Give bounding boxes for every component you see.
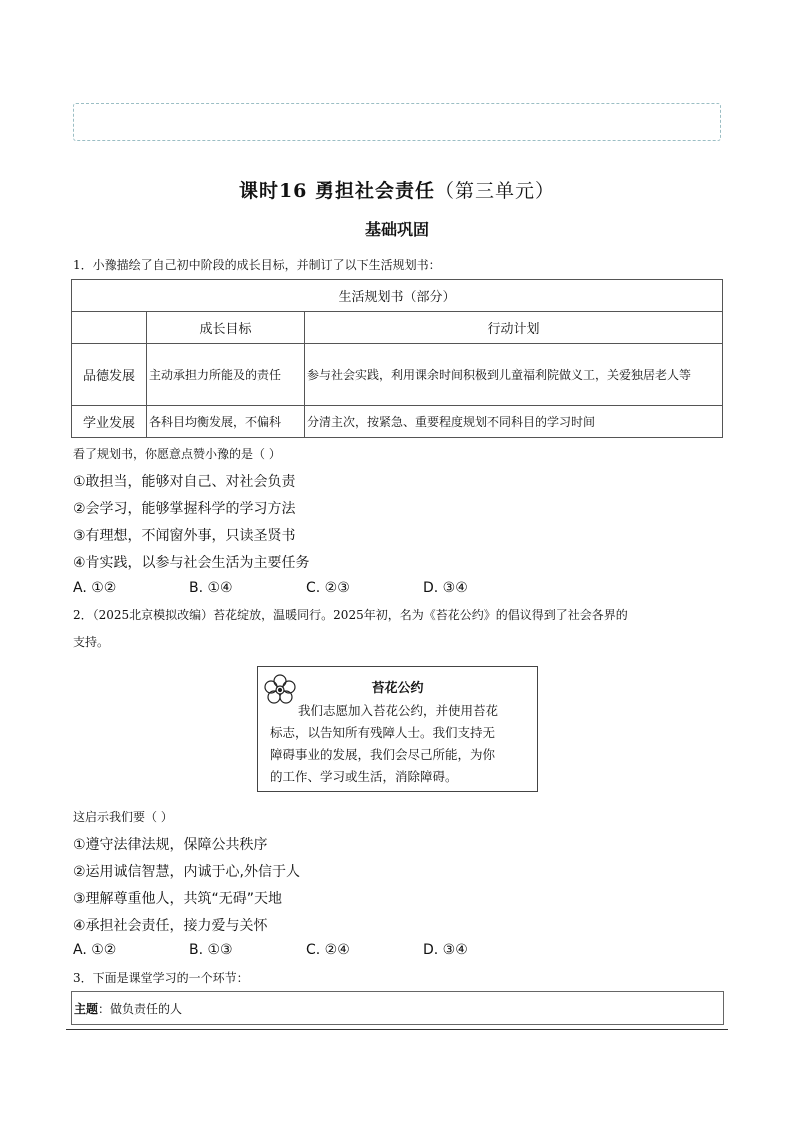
q1-choice-a: A. ①② bbox=[73, 580, 117, 596]
q1-option-2: ②会学习，能够掌握科学的学习方法 bbox=[73, 501, 296, 517]
q2-prompt: 这启示我们要（ ） bbox=[73, 810, 173, 824]
q2-option-2: ②运用诚信智慧，内诚于心,外信于人 bbox=[73, 864, 301, 880]
table-caption: 生活规划书（部分） bbox=[72, 280, 723, 312]
topic-box bbox=[71, 991, 724, 1025]
pact-text-line: 障碍事业的发展，我们会尽己所能，为你 bbox=[270, 747, 496, 762]
table-header-goal: 成长目标 bbox=[147, 312, 305, 344]
table-row bbox=[72, 406, 723, 438]
q1-prompt: 看了规划书，你愿意点赞小豫的是（ ） bbox=[73, 447, 281, 461]
topic-line bbox=[74, 1000, 182, 1018]
topic-text: ：做负责任的人 bbox=[98, 1002, 183, 1016]
table-cell-plan: 分清主次，按紧急、重要程度规划不同科目的学习时间 bbox=[305, 406, 723, 438]
pact-box bbox=[257, 666, 538, 792]
pact-text-line: 标志，以告知所有残障人士。我们支持无 bbox=[270, 725, 496, 740]
pact-text-line: 的工作、学习或生活，消除障碍。 bbox=[270, 769, 458, 784]
footer-rule bbox=[66, 1029, 728, 1030]
q2-choices bbox=[0, 942, 794, 962]
q1-choice-b: B. ①④ bbox=[189, 580, 233, 596]
q2-choice-c: C. ②④ bbox=[306, 942, 350, 958]
q2-option-1: ①遵守法律法规，保障公共秩序 bbox=[73, 837, 268, 853]
q1-choices bbox=[0, 580, 794, 600]
q2-option-3: ③理解尊重他人，共筑“无碍”天地 bbox=[73, 891, 283, 907]
lesson-title-main: 课时16 勇担社会责任 bbox=[238, 180, 436, 202]
table-row bbox=[72, 344, 723, 406]
table-cell-area: 品德发展 bbox=[72, 344, 147, 406]
q2-choice-d: D. ③④ bbox=[423, 942, 468, 958]
q2-choice-a: A. ①② bbox=[73, 942, 117, 958]
q1-option-4: ④肯实践，以参与社会生活为主要任务 bbox=[73, 555, 310, 571]
q1-choice-d: D. ③④ bbox=[423, 580, 468, 596]
q3-stem: 3．下面是课堂学习的一个环节： bbox=[73, 971, 249, 985]
table-header-plan: 行动计划 bbox=[305, 312, 723, 344]
q2-choice-b: B. ①③ bbox=[189, 942, 233, 958]
q2-stem-line2: 支持。 bbox=[73, 635, 110, 649]
q1-option-3: ③有理想，不闻窗外事，只读圣贤书 bbox=[73, 528, 296, 544]
section-heading: 基础巩固 bbox=[364, 220, 429, 239]
topic-label: 主题 bbox=[74, 1002, 99, 1016]
life-plan-table bbox=[71, 279, 723, 438]
q1-stem: 1．小豫描绘了自己初中阶段的成长目标，并制订了以下生活规划书： bbox=[73, 258, 441, 272]
q1-choice-c: C. ②③ bbox=[306, 580, 350, 596]
table-header-blank bbox=[72, 312, 147, 344]
table-cell-area: 学业发展 bbox=[72, 406, 147, 438]
q2-stem-line1: 2．（2025北京模拟改编）苔花绽放，温暖同行。2025年初，名为《苔花公约》的倡议得到了社会各界的 bbox=[73, 608, 628, 622]
q1-option-1: ①敢担当，能够对自己、对社会负责 bbox=[73, 474, 296, 490]
q2-option-4: ④承担社会责任，接力爱与关怀 bbox=[73, 918, 268, 934]
pact-text-line: 我们志愿加入苔花公约，并使用苔花 bbox=[298, 703, 499, 718]
lesson-title-unit: （第三单元） bbox=[435, 180, 556, 202]
table-cell-goal: 主动承担力所能及的责任 bbox=[147, 344, 305, 406]
header-placeholder-box bbox=[73, 103, 721, 141]
table-cell-goal: 各科目均衡发展，不偏科 bbox=[147, 406, 305, 438]
lesson-title bbox=[0, 176, 794, 203]
pact-title: 苔花公约 bbox=[371, 681, 424, 696]
table-cell-plan: 参与社会实践，利用课余时间积极到儿童福利院做义工，关爱独居老人等 bbox=[305, 344, 723, 406]
